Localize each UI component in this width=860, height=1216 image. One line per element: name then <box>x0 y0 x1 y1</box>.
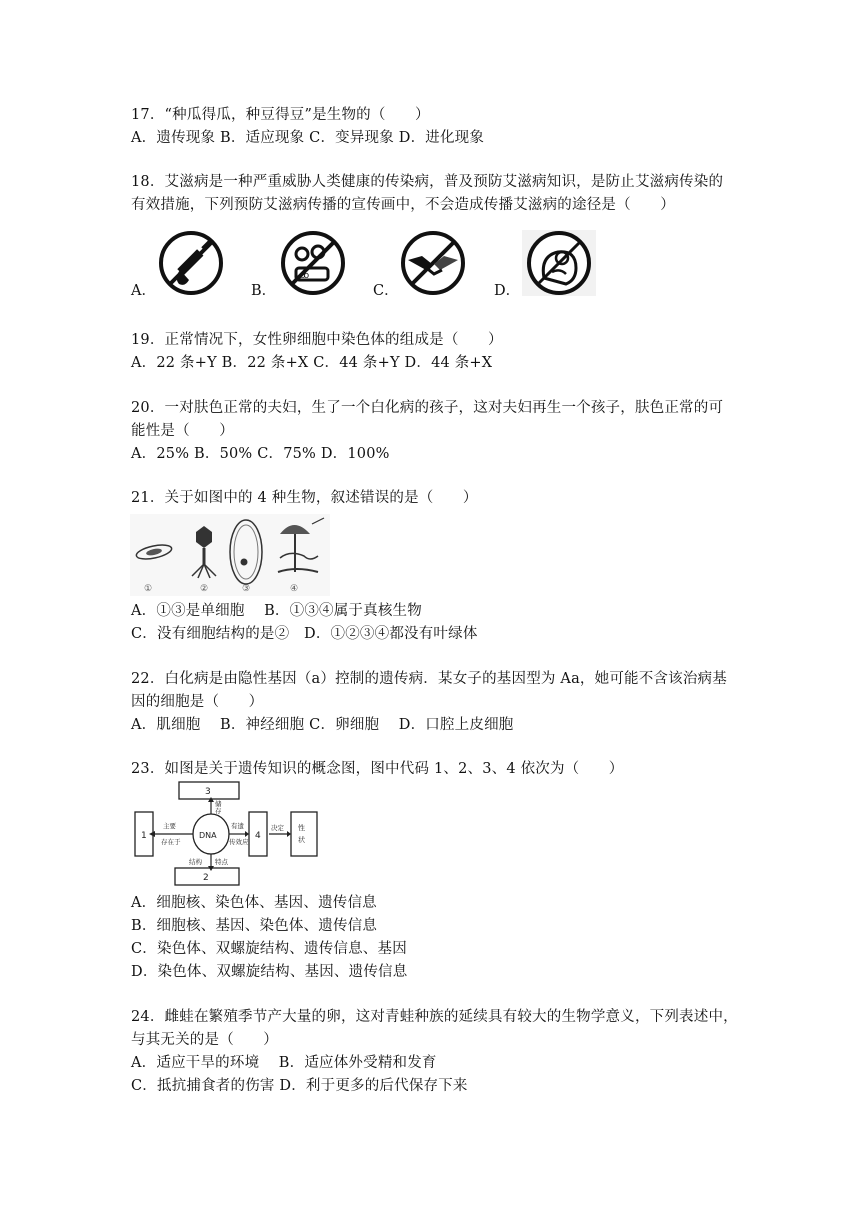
box-4: 4 <box>255 831 261 841</box>
syringe-icon <box>156 230 226 296</box>
bottom-arrow-label-2: 特点 <box>215 858 228 866</box>
box-2: 2 <box>203 873 209 883</box>
box-3: 3 <box>205 787 211 797</box>
question-21-option-ab: A．①③是单细胞 B．①③④属于真核生物 <box>131 603 422 619</box>
right-arrow-label-2: 传效应 <box>229 838 249 846</box>
mother-child-icon <box>520 228 598 298</box>
question-18-stem-line2: 有效措施，下列预防艾滋病传播的宣传画中，不会造成传播艾滋病的途径是（ ） <box>131 197 675 213</box>
svg-text:ꝏ: ꝏ <box>300 271 310 281</box>
decide-label: 决定 <box>271 824 284 832</box>
question-23-option-c: C．染色体、双螺旋结构、遗传信息、基因 <box>131 941 407 957</box>
question-24 <box>131 1006 741 1098</box>
question-22-stem-line2: 因的细胞是（ ） <box>131 694 264 710</box>
question-19-stem: 19．正常情况下，女性卵细胞中染色体的组成是（ ） <box>131 332 503 348</box>
question-23-stem: 23．如图是关于遗传知识的概念图，图中代码 1、2、3、4 依次为（ ） <box>131 761 624 777</box>
figure-label-4: ④ <box>290 584 299 594</box>
bottom-arrow-label-1: 结构 <box>189 858 202 866</box>
concept-map-diagram <box>131 780 321 888</box>
question-18-stem-line1: 18．艾滋病是一种严重威胁人类健康的传染病，普及预防艾滋病知识，是防止艾滋病传染的 <box>131 174 724 190</box>
box-1: 1 <box>141 831 147 841</box>
option-c-label: C． <box>373 283 399 299</box>
question-22-stem-line1: 22．白化病是由隐性基因（a）控制的遗传病．某女子的基因型为 Aa，她可能不含该治病基 <box>131 671 727 687</box>
question-21 <box>131 487 741 510</box>
question-24-option-ab: A．适应干旱的环境 B．适应体外受精和发育 <box>131 1055 437 1071</box>
question-24-stem-line2: 与其无关的是（ ） <box>131 1032 278 1048</box>
option-d-label: D． <box>494 283 521 299</box>
handshake-icon <box>398 230 468 296</box>
question-17-options: A．遗传现象 B．适应现象 C．变异现象 D．进化现象 <box>131 130 485 146</box>
question-18 <box>131 171 741 217</box>
question-22-options: A．肌细胞 B．神经细胞 C．卵细胞 D．口腔上皮细胞 <box>131 717 514 733</box>
tattoo-icon <box>278 230 348 296</box>
question-21-options <box>131 600 741 646</box>
trait-label-1: 性 <box>298 824 305 832</box>
left-arrow-label-1: 主要 <box>163 822 176 830</box>
question-23 <box>131 758 741 781</box>
question-20-stem-line2: 能性是（ ） <box>131 423 234 439</box>
question-20 <box>131 397 741 466</box>
option-b-label: B． <box>251 283 277 299</box>
question-23-option-a: A．细胞核、染色体、基因、遗传信息 <box>131 895 377 911</box>
left-arrow-label-2: 存在于 <box>161 838 181 846</box>
question-17-stem: 17．“种瓜得瓜，种豆得豆”是生物的（ ） <box>131 107 430 123</box>
question-19-options: A．22 条+Y B．22 条+X C．44 条+Y D．44 条+X <box>131 355 493 371</box>
option-a-label: A． <box>131 283 156 299</box>
question-24-stem-line1: 24．雌蛙在繁殖季节产大量的卵，这对青蛙种族的延续具有较大的生物学意义，下列表述中， <box>131 1009 738 1025</box>
top-arrow-label-1: 储 <box>215 800 222 808</box>
right-arrow-label-1: 有遗 <box>231 822 244 830</box>
figure-label-2: ② <box>200 584 209 594</box>
figure-label-3: ③ <box>242 584 251 594</box>
question-17 <box>131 104 741 150</box>
figure-label-1: ① <box>144 584 153 594</box>
question-19 <box>131 329 741 375</box>
question-21-stem: 21．关于如图中的 4 种生物，叙述错误的是（ ） <box>131 490 478 506</box>
question-21-option-cd: C．没有细胞结构的是② D．①②③④都没有叶绿体 <box>131 626 478 642</box>
top-arrow-label-2: 存 <box>215 807 222 815</box>
question-20-options: A．25% B．50% C．75% D．100% <box>131 446 390 462</box>
question-23-option-b: B．细胞核、基因、染色体、遗传信息 <box>131 918 378 934</box>
question-20-stem-line1: 20．一对肤色正常的夫妇，生了一个白化病的孩子，这对夫妇再生一个孩子，肤色正常的可 <box>131 400 724 416</box>
dna-node: DNA <box>199 831 217 840</box>
question-23-option-d: D．染色体、双螺旋结构、基因、遗传信息 <box>131 964 408 980</box>
question-24-option-cd: C．抵抗捕食者的伤害 D．利于更多的后代保存下来 <box>131 1078 468 1094</box>
organisms-figure <box>130 514 330 596</box>
question-22 <box>131 668 741 737</box>
trait-label-2: 状 <box>298 836 305 844</box>
question-23-options <box>131 892 741 984</box>
